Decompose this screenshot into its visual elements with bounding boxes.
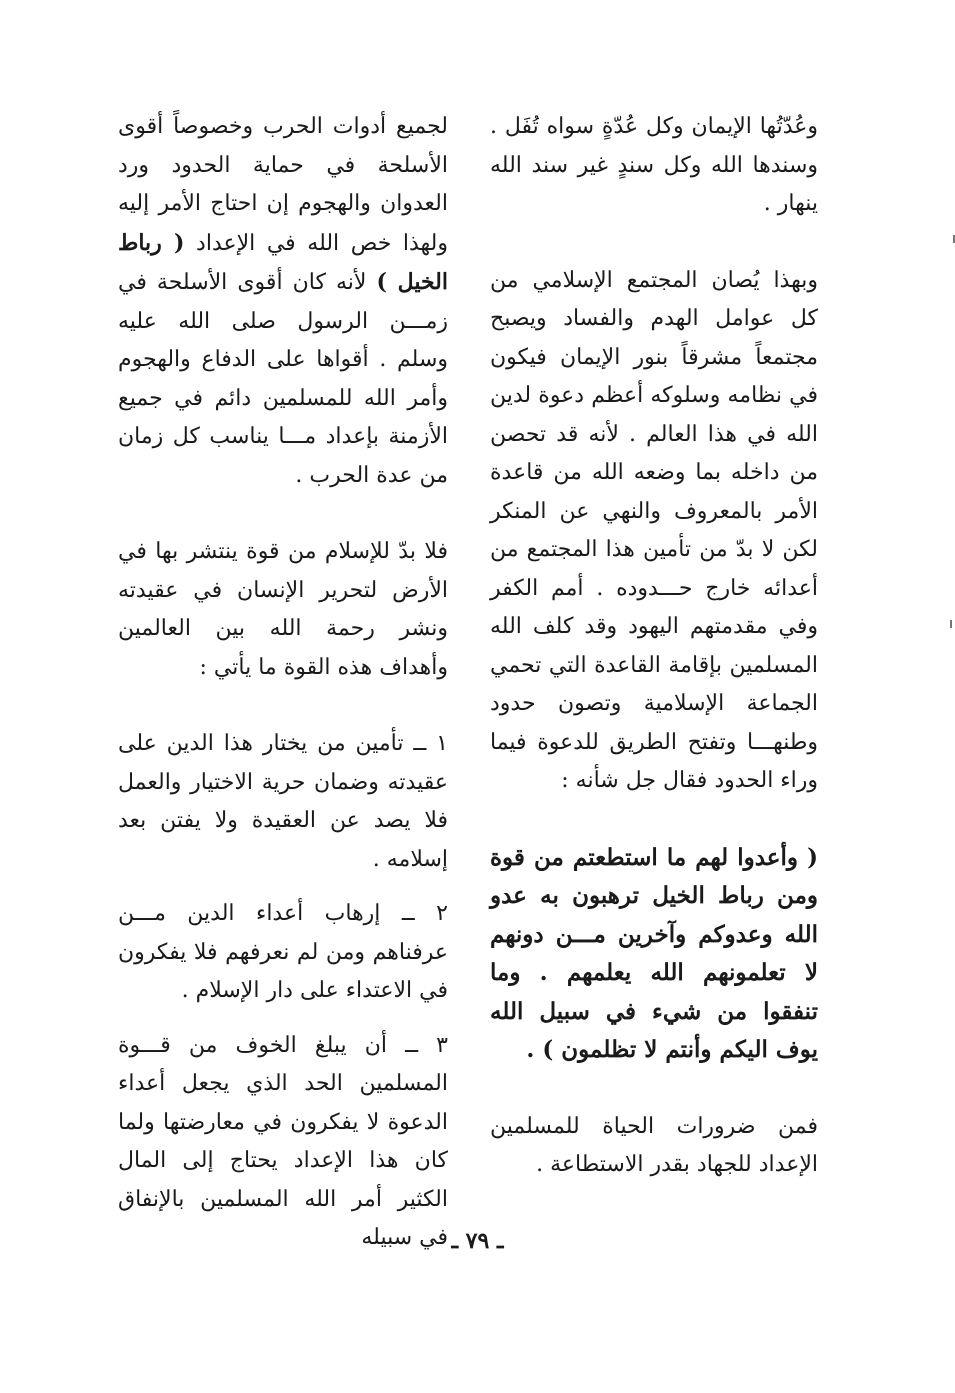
right-column <box>490 108 818 1223</box>
list-item-2: ٢ ــ إرهاب أعداء الدين مـــن عرفناهم ومن لم نعرفهم فلا يفكرون في الاعتداء على دار الإسلام . <box>118 901 448 1003</box>
right-paragraph-3: فمن ضرورات الحياة للمسلمين الإعداد للجهاد بقدر الاستطاعة . <box>490 1113 818 1177</box>
list-item-3: ٣ ــ أن يبلغ الخوف من قـــوة المسلمين الحد الذي يجعل أعداء الدعوة لا يفكرون في معارضتها ولما كان هذا الإعداد يحتاج إلى المال الكثير أمر الله المسلمين بالإنفاق في سبيله <box>118 1032 448 1250</box>
rebat-al-khayl-bold: ( رباط الخيل ) <box>118 229 448 295</box>
list-item-1: ١ ــ تأمين من يختار هذا الدين على عقيدته وضمان حرية الاختيار والعمل فلا يصد عن العقيدة ولا يفتن بعد إسلامه . <box>118 731 448 872</box>
left-paragraph-2: فلا بدّ للإسلام من قوة ينتشر بها في الأرض لتحرير الإنسان في عقيدته ونشر رحمة الله بين العالمين وأهداف هذه القوة ما يأتي : <box>118 539 448 680</box>
page-number: ـ ٧٩ ـ <box>451 1228 504 1254</box>
left-paragraph-1-start: لجميع أدوات الحرب وخصوصاً أقوى الأسلحة في حماية الحدود ورد العدوان والهجوم إن احتاج الأمر إليه ولهذا خص الله في الإعداد <box>118 114 448 256</box>
left-column <box>118 108 448 1274</box>
margin-mark <box>950 620 952 628</box>
left-paragraph-1 <box>118 108 448 495</box>
right-paragraph-2: وبهذا يُصان المجتمع الإسلامي من كل عوامل الهدم والفساد ويصبح مجتمعاً مشرقاً بنور الإيمان فيكون في نظامه وسلوكه أعظم دعوة لدين الله في هذا العالم . لأنه قد تحصن من داخله بما وضعه الله من قاعدة الأمر بالمعروف والنهي عن المنكر لكن لا بدّ من تأمين هذا المجتمع من أعدائه خارج حـــدوده . أمم الكفر وفي مقدمتهم اليهود وقد كلف الله المسلمين بإقامة القاعدة التي تحمي الجماعة الإسلامية وتصون حدود وطنهـــا وتفتح الطريق للدعوة فيما وراء الحدود فقال جل شأنه : <box>490 267 818 793</box>
quran-verse: ( وأعدوا لهم ما استطعتم من قوة ومن رباط الخيل ترهبون به عدو الله وعدوكم وآخرين مـــن دونهم لا تعلمونهم الله يعلمهم . وما تنفقوا من شيء في سبيل الله يوف اليكم وأنتم لا تظلمون ) . <box>490 843 818 1063</box>
right-paragraph-1: وعُدّتُها الإيمان وكل عُدّةٍ سواه تُفَل . وسندها الله وكل سندٍ غير سند الله ينهار . <box>490 114 818 216</box>
left-paragraph-1-end: لأنه كان أقوى الأسلحة في زمـــن الرسول صلى الله عليه وسلم . أقواها على الدفاع والهجوم وأمر الله للمسلمين دائم في جميع الأزمنة بإعداد مـــا يناسب كل زمان من عدة الحرب . <box>118 270 448 488</box>
